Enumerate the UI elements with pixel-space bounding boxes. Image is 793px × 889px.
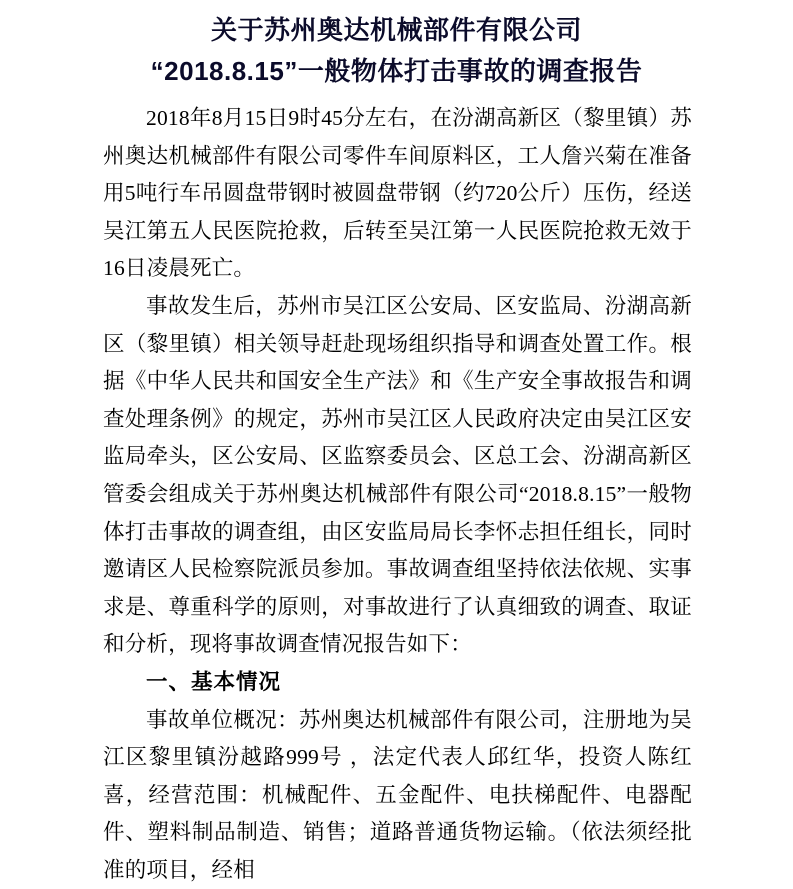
paragraph-incident-summary: 2018年8月15日9时45分左右，在汾湖高新区（黎里镇）苏州奥达机械部件有限公司零件车间原料区，工人詹兴菊在准备用5吨行车吊圆盘带钢时被圆盘带钢（约720公斤）压伤，经送吴江第五人民医院抢救，后转至吴江第一人民医院抢救无效于16日凌晨死亡。 — [103, 100, 692, 288]
title-line-2: “2018.8.15”一般物体打击事故的调查报告 — [0, 50, 793, 92]
title-line-1: 关于苏州奥达机械部件有限公司 — [0, 10, 793, 50]
document-body — [0, 100, 793, 889]
paragraph-investigation-team: 事故发生后，苏州市吴江区公安局、区安监局、汾湖高新区（黎里镇）相关领导赶赴现场组织指导和调查处置工作。根据《中华人民共和国安全生产法》和《生产安全事故报告和调查处理条例》的规定，苏州市吴江区人民政府决定由吴江区安监局牵头，区公安局、区监察委员会、区总工会、汾湖高新区管委会组成关于苏州奥达机械部件有限公司“2018.8.15”一般物体打击事故的调查组，由区安监局局长李怀忐担任组长，同时邀请区人民检察院派员参加。事故调查组坚持依法依规、实事求是、尊重科学的原则，对事故进行了认真细致的调查、取证和分析，现将事故调查情况报告如下： — [103, 288, 692, 664]
document-title — [0, 0, 793, 92]
paragraph-company-profile: 事故单位概况：苏州奥达机械部件有限公司，注册地为吴江区黎里镇汾越路999号 ，法定代表人邱红华，投资人陈红喜，经营范围：机械配件、五金配件、电扶梯配件、电器配件、塑料制品制造、销售；道路普通货物运输。（依法须经批准的项目，经相 — [103, 702, 692, 889]
section-heading-basic-situation: 一、基本情况 — [103, 664, 692, 702]
